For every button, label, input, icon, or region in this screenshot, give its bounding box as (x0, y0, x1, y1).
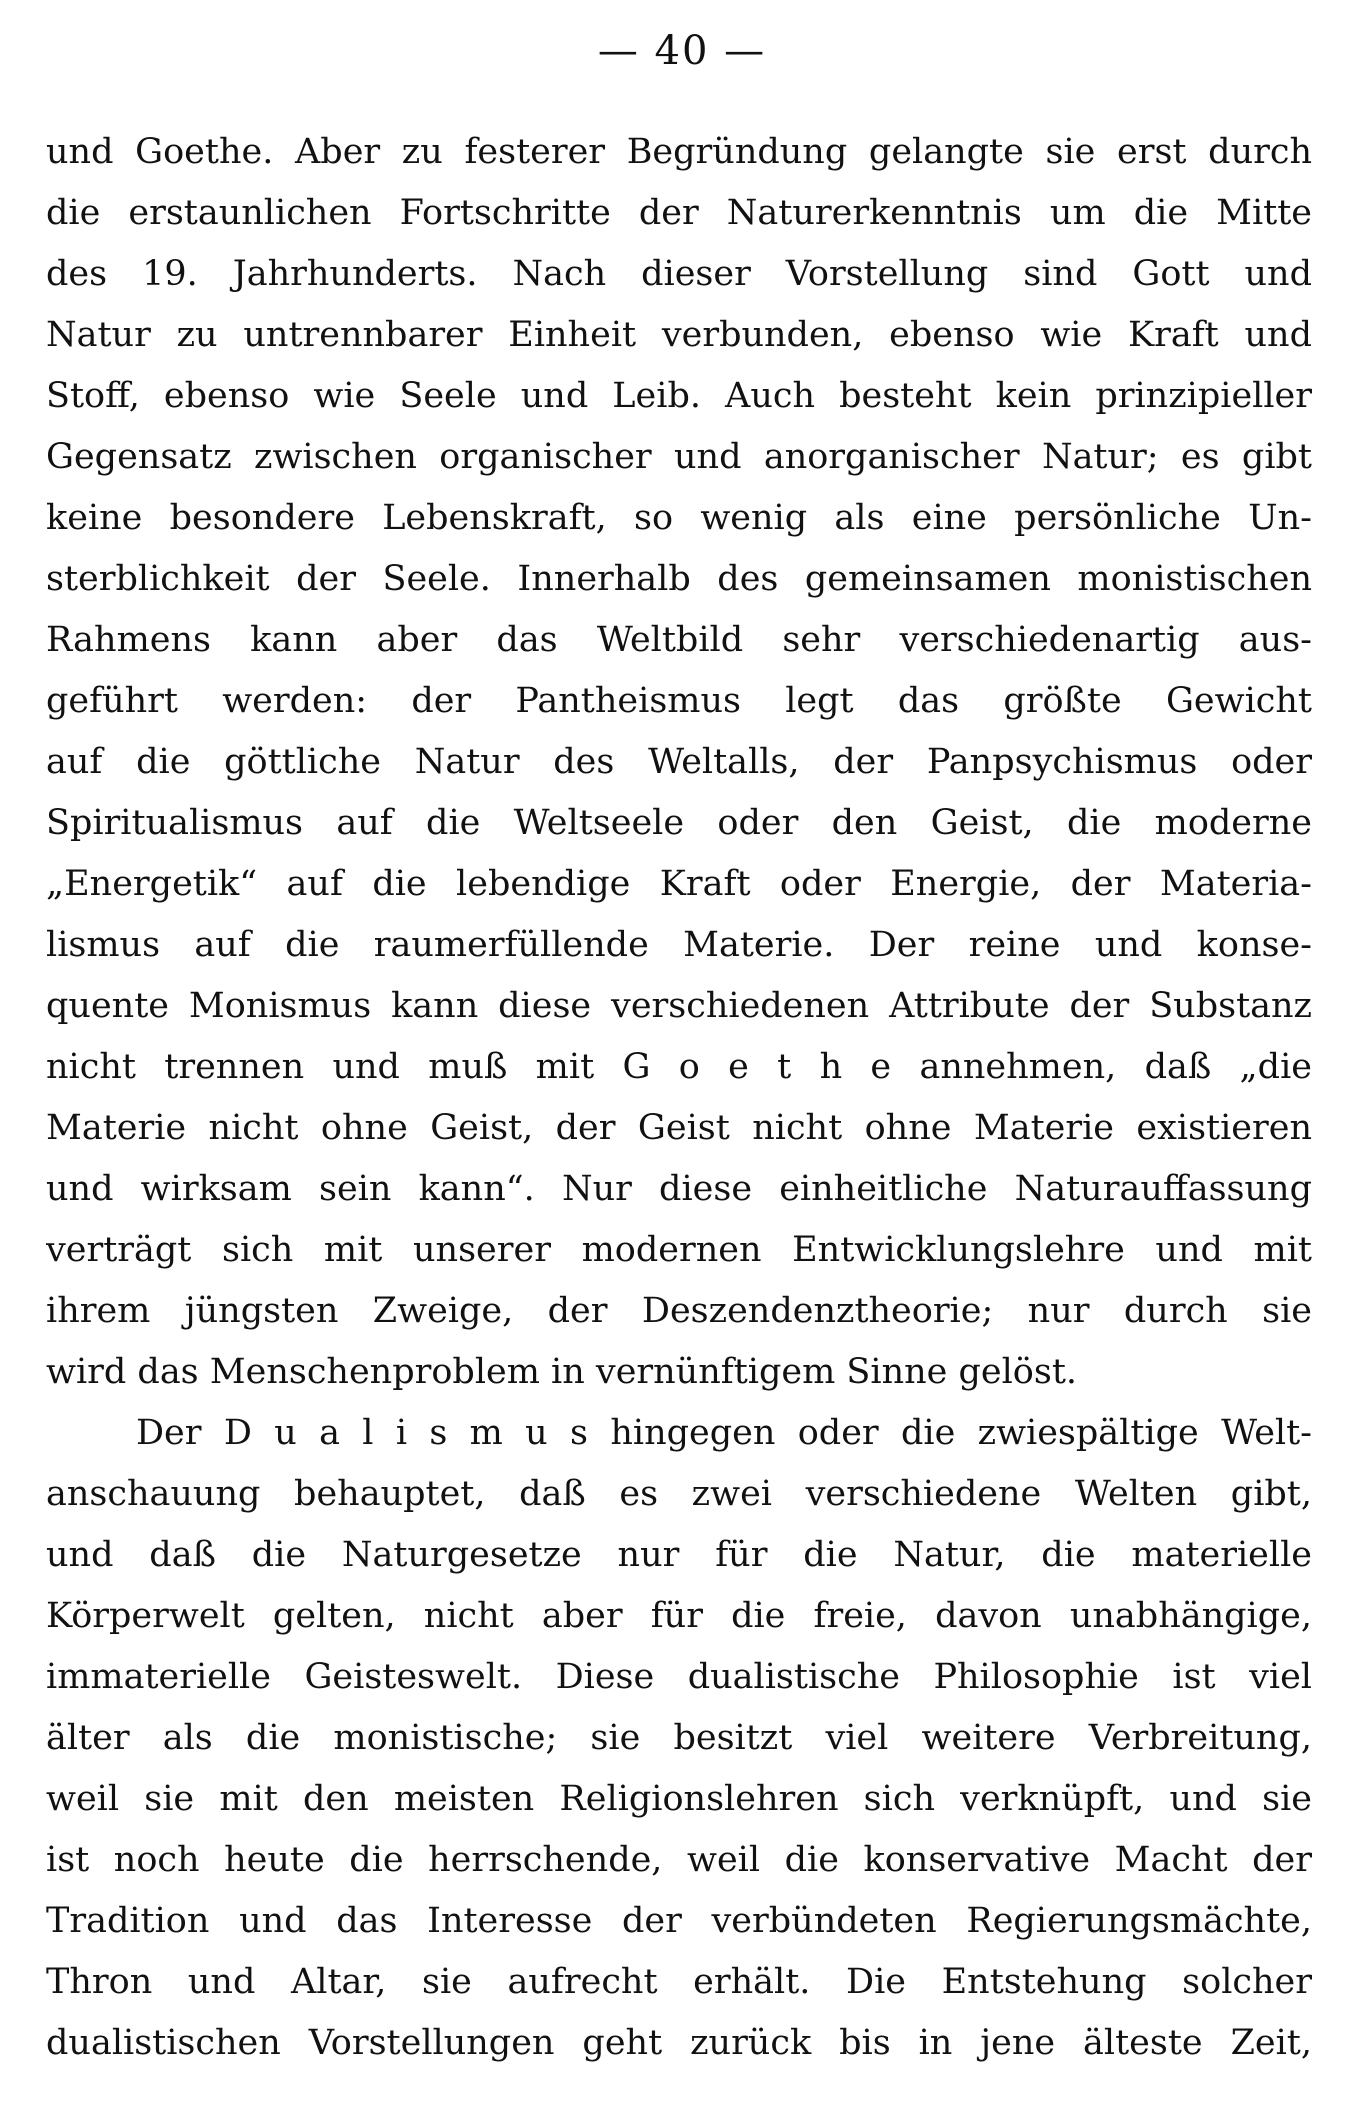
text-line: älter als die monistische; sie besitzt viel weitere Verbreitung, (46, 1718, 1312, 1758)
text-line: Körperwelt gelten, nicht aber für die freie, davon unabhängige, (46, 1596, 1312, 1636)
text-line: immaterielle Geisteswelt. Diese dualistische Philosophie ist viel (46, 1657, 1312, 1697)
text-line: keine besondere Lebenskraft, so wenig als eine persönliche Un- (46, 498, 1312, 538)
text-line: verträgt sich mit unserer modernen Entwicklungslehre und mit (46, 1230, 1312, 1270)
text-line: Gegensatz zwischen organischer und anorganischer Natur; es gibt (46, 437, 1312, 477)
text-line: auf die göttliche Natur des Weltalls, der Panpsychismus oder (46, 742, 1312, 782)
text-line: ist noch heute die herrschende, weil die konservative Macht der (46, 1840, 1312, 1880)
text-line: Spiritualismus auf die Weltseele oder den Geist, die moderne (46, 803, 1312, 843)
text-line: ihrem jüngsten Zweige, der Deszendenztheorie; nur durch sie (46, 1291, 1312, 1331)
text-line: Thron und Altar, sie aufrecht erhält. Die Entstehung solcher (46, 1962, 1312, 2002)
text-line: Stoff, ebenso wie Seele und Leib. Auch besteht kein prinzipieller (46, 376, 1312, 416)
text-line: und Goethe. Aber zu festerer Begründung gelangte sie erst durch (46, 132, 1312, 172)
text-line: Der D u a l i s m u s hingegen oder die zwiespältige Welt- (136, 1413, 1312, 1453)
text-line: dualistischen Vorstellungen geht zurück bis in jene älteste Zeit, (46, 2023, 1312, 2063)
text-line: weil sie mit den meisten Religionslehren sich verknüpft, und sie (46, 1779, 1312, 1819)
text-line: quente Monismus kann diese verschiedenen Attribute der Substanz (46, 986, 1312, 1026)
page-number: — 40 — (597, 28, 767, 74)
text-line: und wirksam sein kann“. Nur diese einheitliche Naturauffassung (46, 1169, 1312, 1209)
text-line: sterblichkeit der Seele. Innerhalb des gemeinsamen monistischen (46, 559, 1312, 599)
text-line: Tradition und das Interesse der verbündeten Regierungsmächte, (46, 1901, 1312, 1941)
text-line: des 19. Jahrhunderts. Nach dieser Vorstellung sind Gott und (46, 254, 1312, 294)
text-line: lismus auf die raumerfüllende Materie. Der reine und konse- (46, 925, 1312, 965)
text-line: Natur zu untrennbarer Einheit verbunden, ebenso wie Kraft und (46, 315, 1312, 355)
text-line: und daß die Naturgesetze nur für die Natur, die materielle (46, 1535, 1312, 1575)
text-line: Rahmens kann aber das Weltbild sehr verschiedenartig aus- (46, 620, 1312, 660)
text-line: Materie nicht ohne Geist, der Geist nicht ohne Materie existieren (46, 1108, 1312, 1148)
text-line: „Energetik“ auf die lebendige Kraft oder Energie, der Materia- (46, 864, 1312, 904)
text-line: anschauung behauptet, daß es zwei verschiedene Welten gibt, (46, 1474, 1312, 1514)
text-line: nicht trennen und muß mit G o e t h e annehmen, daß „die (46, 1047, 1312, 1087)
text-line: die erstaunlichen Fortschritte der Naturerkenntnis um die Mitte (46, 193, 1312, 233)
text-line: wird das Menschenproblem in vernünftigem Sinne gelöst. (46, 1352, 1078, 1392)
text-line: geführt werden: der Pantheismus legt das größte Gewicht (46, 681, 1312, 721)
body-text (46, 122, 1312, 2074)
